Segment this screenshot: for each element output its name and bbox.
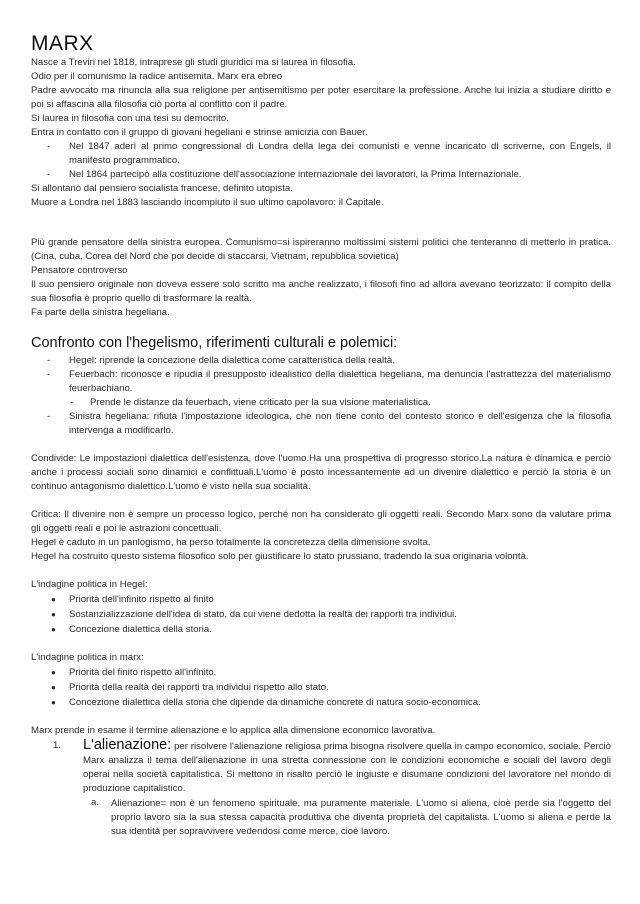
section-heading-confronto: Confronto con l'hegelismo, riferimenti culturali e polemici:	[31, 335, 398, 351]
list-item: - Hegel: riprende la concezione della dialettica come caratteristica della realtà.	[69, 354, 611, 368]
item-number: 1.	[53, 740, 62, 751]
list-item: ● Priorità della realtà dei rapporti tra individui rispetto allo stato.	[69, 680, 611, 695]
list-item: - Nel 1864 partecipò alla costituzione dell'associazione internazionale dei lavoratori, la Prima Internazionale.	[69, 168, 611, 182]
critica-paragraph: Critica: Il divenire non è sempre un processo logico, perché non ha considerato gli oggetti reali. Secondo Marx sono da valutare prima gli oggetti reali e poi le astrazioni concettuali.	[31, 509, 611, 534]
list-item: - Feuerbach: riconosce e ripudia il presupposto idealistico della dialettica hegeliana, ma denuncia l'astrattezza del materialismo feuerbachiano.	[69, 368, 611, 396]
intro-paragraph: Il suo pensiero originale non doveva essere solo scritto ma anche realizzato, i filosofi fino ad allora avevano teorizzato: il compito della sua filosofia è proprio quello di trasformare la realtà.	[31, 279, 611, 304]
alienazione-intro: Marx prende in esame il termine alienazione e lo applica alla dimensione economico lavorativa.	[31, 725, 436, 736]
list-item: - Sinistra hegeliana: rifiuta l'impostazione ideologica, che non tiene conto del contesto storico e dell'esigenza che la filosofia intervenga a modificarlo.	[69, 410, 611, 438]
confronto-sub-list	[31, 396, 611, 410]
list-item: ● Priorità dell'infinito rispetto al finito	[69, 592, 611, 607]
list-item: - Nel 1847 aderì al primo congressional di Londra della lega dei comunisti e venne incaricato di scriverne, con Engels, il manifesto programmatico.	[69, 140, 611, 168]
critica-line: Hegel ha costruito questo sistema filosofico solo per giustificare lo stato prussiano, tradendo la sua originaria volontà.	[31, 551, 529, 562]
list-item: - Prende le distanze da feuerbach, viene criticato per la sua visione materialistica.	[90, 396, 611, 410]
hegel-politica-heading: L'indagine politica in Hegel:	[31, 579, 148, 590]
bio-line: Si allontanò dal pensiero socialista francese, definito utopista.	[31, 183, 293, 194]
hegel-politica-list	[31, 592, 611, 637]
numbered-item-alienazione	[31, 738, 611, 796]
bio-line: Si laurea in filosofia con una tesi su democrito.	[31, 113, 229, 124]
page-title: MARX	[31, 32, 94, 55]
bio-line: Muore a Londra nel 1883 lasciando incompiuto il suo ultimo capolavoro: il Capitale.	[31, 197, 384, 208]
lettered-item-a	[31, 797, 611, 839]
bio-line: Entra in contatto con il gruppo di giovani hegeliani e strinse amicizia con Bauer.	[31, 127, 368, 138]
intro-line: Pensatore controverso	[31, 265, 128, 276]
list-item: ● Concezione dialettica della storia che dipende da dinamiche concrete di natura socio-economica.	[69, 695, 611, 710]
intro-paragraph: Più grande pensatore della sinistra europea. Comunismo=si ispireranno moltissimi sistemi politici che tenteranno di metterlo in pratica. (Cina, cuba, Corea del Nord che poi decide di staccarsi, Vietnam, repubblica sovietica)	[31, 237, 611, 262]
marx-politica-list	[31, 665, 611, 710]
alienazione-heading: L'alienazione:	[83, 737, 172, 753]
list-item: ● Sostanzializzazione dell'idea di stato, da cui viene dedotta la realtà dei rapporti tra individui.	[69, 607, 611, 622]
list-item: ● Priorità del finito rispetto all'infinito.	[69, 665, 611, 680]
bio-line: Padre avvocato ma rinuncia alla sua religione per antisemitismo per poter esercitare la professione. Anche lui inizia a studiare diritto e poi si affascina alla filosofia ciò porta al conflitto con il padre.	[31, 85, 611, 110]
critica-line: Hegel è caduto in un panlogismo, ha perso totalmente la concretezza della dimensione svolta.	[31, 537, 431, 548]
marx-politica-heading: L'indagine politica in marx:	[31, 652, 144, 663]
list-item: ● Concezione dialettica della storia.	[69, 622, 611, 637]
intro-line: Fa parte della sinistra hegeliana.	[31, 307, 170, 318]
alienazione-sub-text: Alienazione= non è un fenomeno spirituale, ma puramente materiale. L'uomo si aliena, cioè perde sia l'oggetto del proprio lavoro sia la sua stessa capacità produttiva che diventa proprietà del capitalista. L'uomo si aliena e perde la sua identità per sopravvivere vedendosi come merce, cioè lavoro.	[111, 798, 611, 837]
item-letter: a.	[91, 797, 100, 808]
confronto-list-continued	[31, 410, 611, 438]
condivide-paragraph: Condivide: Le impostazioni dialettica dell'esistenza, dove l'uomo.Ha una prospettiva di progresso storico.La natura è dinamica e perciò anche i processi sociali sono dinamici e conflittuali.L'uomo è posto incessantemente ad un divenire dialettico e perciò la storia è un continuo antagonismo dialettico.L'uomo è visto nella sua socialità.	[31, 453, 611, 492]
bio-line: Odio per il comunismo la radice antisemita. Marx era ebreo	[31, 71, 283, 82]
bio-line: Nasce a Treviri nel 1818, intraprese gli studi giuridici ma si laurea in filosofia.	[31, 57, 356, 68]
alienazione-text: per risolvere l'alienazione religiosa prima bisogna risolvere quella in campo economico, sociale. Perciò Marx analizza il tema dell'alienazione in una stretta connessione con le condizioni economiche e sociali del lavoro degli operai nella società capitalistica. Si mettono in risalto perciò le ingiuste e disumane condizioni del lavoratore nel mondo di produzione capitalistico.	[83, 741, 611, 794]
confronto-list	[31, 354, 611, 396]
bio-dash-list	[31, 140, 611, 182]
